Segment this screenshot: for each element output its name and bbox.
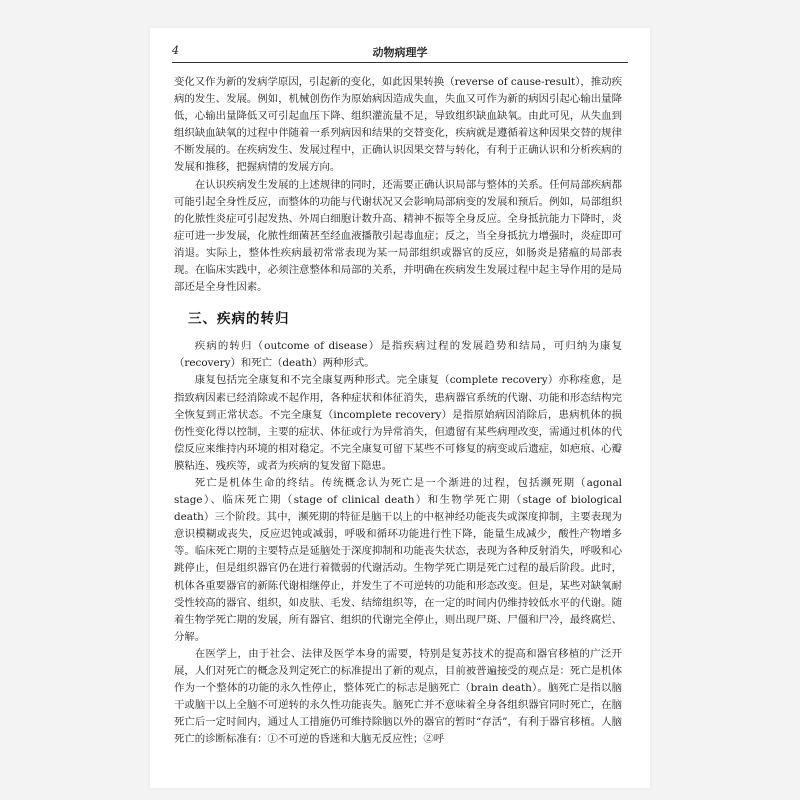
section-heading: 三、疾病的转归: [188, 311, 290, 328]
paragraph-outcome-definition: 疾病的转归（outcome of disease）是指疾病过程的发展趋势和结局，可归纳为康复（recovery）和死亡（death）两种形式。: [174, 340, 622, 370]
running-head: [172, 44, 628, 63]
book-page: [150, 28, 650, 788]
paragraph-brain-death: 在医学上，由于社会、法律及医学本身的需要，特别是复苏技术的提高和器官移植的广泛开展，人们对死亡的概念及判定死亡的标准提出了新的观点，目前被普遍接受的观点是：死亡是机体作为一个整体的功能的永久性停止，整体死亡的标志是脑死亡（brain death）。脑死亡是指以脑干或脑干以上全脑不可逆转的永久性功能丧失。脑死亡并不意味着全身各组织器官同时死亡，在脑死亡后一定时间内，通过人工措施仍可维持除脑以外的器官的暂时“存活”，有利于器官移植。人脑死亡的诊断标准有：①不可逆的昏迷和大脑无反应性；②呼: [174, 647, 622, 746]
paragraph-local-whole: 在认识疾病发生发展的上述规律的同时，还需要正确认识局部与整体的关系。任何局部疾病都可能引起全身性反应，而整体的功能与代谢状况又会影响局部病变的发展和预后。例如，局部组织的化脓性炎症可引起发热、外周白细胞计数升高、精神不振等全身反应。全身抵抗能力下降时，炎症可进一步发展，化脓性细菌甚至经血液播散引起毒血症；反之，当全身抵抗力增强时，炎症即可消退。实际上，整体性疾病最初常常表现为某一局部组织或器官的反应，如肠炎是猪瘟的局部表现。在临床实践中，必须注意整体和局部的关系，并明确在疾病发生发展过程中起主导作用的是局部还是全身性因素。: [174, 178, 622, 294]
page-number: 4: [172, 44, 179, 57]
paragraph-recovery: 康复包括完全康复和不完全康复两种形式。完全康复（complete recovery）亦称痊愈，是指致病因素已经消除或不起作用，各种症状和体征消失，患病器官系统的代谢、功能和形态结构完全恢复到正常状态。不完全康复（incomplete recovery）是指原始病因消除后，患病机体的损伤性变化得以控制，主要的症状、体征或行为异常消失，但遗留有某些病理改变，需通过机体的代偿反应来维持内环境的相对稳定。不完全康复可留下某些不可修复的病变或后遗症，如疤痕、心瓣膜粘连、残疾等，或者为疾病的复发留下隐患。: [174, 374, 622, 472]
paragraph-cause-result: 变化又作为新的发病学原因，引起新的变化，如此因果转换（reverse of cause-result），推动疾病的发生、发展。例如，机械创伤作为原始病因造成失血，失血又可作为新的病因引起心输出量降低，心输出量降低又可引起血压下降、组织灌流量不足，导致组织缺血缺氧。由此可见，从失血到组织缺血缺氧的过程中伴随着一系列病因和结果的交替变化，疾病就是遵循着这种因果交替的规律不断发展的。在疾病发生、发展过程中，正确认识因果交替与转化，有利于正确认识和分析疾病的发展和推移，把握病情的发展方向。: [174, 76, 622, 174]
paragraph-death-stages: 死亡是机体生命的终结。传统概念认为死亡是一个渐进的过程，包括濒死期（agonal stage）、临床死亡期（stage of clinical death）和生物学死亡期（stage of biological death）三个阶段。其中，濒死期的特征是脑干以上的中枢神经功能丧失或深度抑制，主要表现为意识模糊或丧失，反应迟钝或减弱，呼吸和循环功能进行性下降，能量生成减少，酸性产物增多等。临床死亡期的主要特点是延脑处于深度抑制和功能丧失状态，表现为各种反射消失，呼吸和心跳停止，但是组织器官仍在进行着微弱的代谢活动。生物学死亡期是死亡过程的最后阶段。此时，机体各重要器官的新陈代谢相继停止，并发生了不可逆转的功能和形态改变。但是，某些对缺氧耐受性较高的器官、组织，如皮肤、毛发、结缔组织等，在一定的时间内仍维持较低水平的代谢。随着生物学死亡期的发展，所有器官、组织的代谢完全停止，则出现尸斑、尸僵和尸冷，最终腐烂、分解。: [174, 476, 622, 643]
page-body: [174, 74, 622, 748]
book-title: 动物病理学: [372, 46, 428, 59]
